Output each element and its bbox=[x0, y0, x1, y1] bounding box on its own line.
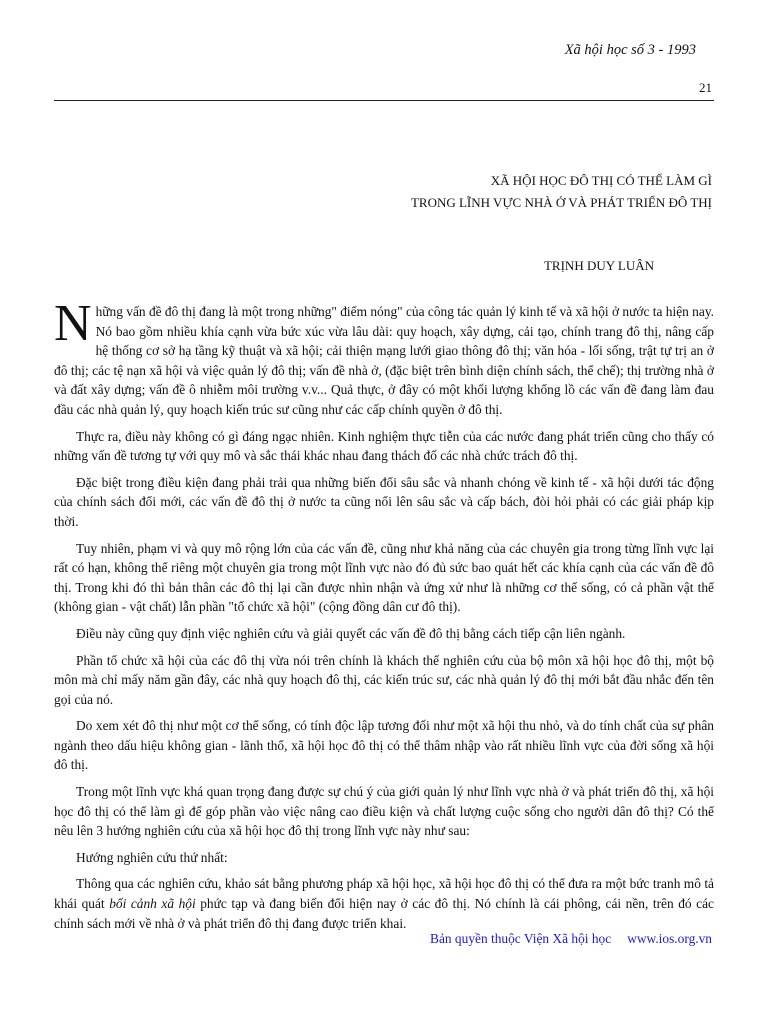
article-title bbox=[152, 170, 712, 214]
paragraph-5: Điều này cũng quy định việc nghiên cứu và giải quyết các vấn đề đô thị bằng cách tiếp cận liên ngành. bbox=[76, 625, 626, 641]
paragraph-10-text-a: Thông qua các nghiên cứu, khảo sát bằng phương pháp xã hội học, xã hội học đô thị có thể đưa ra một bức tranh mô tả khái quát bbox=[54, 876, 714, 912]
paragraph-10 bbox=[54, 874, 714, 933]
copyright-text: Bản quyền thuộc Viện Xã hội học bbox=[430, 931, 612, 946]
paragraph-1-text: hững vấn đề đô thị đang là một trong những" điểm nóng" của công tác quản lý kinh tế và xã hội ở nước ta hiện nay. Nó bao gồm nhiều khía cạnh vừa bức xúc vừa lâu dài: quy hoạch, xây dựng, cải tạo, chính trang đô thị, nâng cấp hệ thống cơ sở hạ tầng kỹ thuật và xã hội; cải thiện mạng lưới giao thông đô thị; văn hóa - lối sống, trật tự trị an ở đô thị; các tệ nạn xã hội và việc quản lý đô thị; vấn đề nhà ở, (đặc biệt trên bình diện chính sách, thể chế); thị trường nhà ở và đất xây dựng; vấn đề ô nhiễm môi trường v.v... Quả thực, ở đây có một khối lượng khổng lồ các vấn đề đang làm đau đầu các nhà quản lý, quy hoạch kiến trúc sư cũng như các cấp chính quyền ở đô thị. bbox=[54, 304, 714, 417]
title-line-1: XÃ HỘI HỌC ĐÔ THỊ CÓ THỂ LÀM GÌ bbox=[490, 173, 712, 188]
paragraph-9: Hướng nghiên cứu thứ nhất: bbox=[76, 849, 228, 865]
paragraph-10-text-b: phức tạp và đang biến đổi hiện nay ở các đô thị. Nó chính là cái phông, cái nền, trên đó các chính sách mới về nhà ở và phát triển đô thị đang được triển khai. bbox=[54, 896, 714, 931]
page-number: 21 bbox=[699, 80, 712, 95]
drop-cap: N bbox=[54, 295, 92, 352]
paragraph-4: Tuy nhiên, phạm vi và quy mô rộng lớn của các vấn đề, cũng như khả năng của các chuyên gia trong từng lĩnh vực lại rất có hạn, không thể riêng một chuyên gia trong một lĩnh vực nào đó đủ sức bao quát hết các khía cạnh của các vấn đề đô thị. Trong khi đó thì bản thân các đô thị lại cần được nhìn nhận và ứng xử như là những cơ thể sống, có cả phần vật thể (không gian - vật chất) lẫn phần "tổ chức xã hội" (cộng đồng dân cư đô thị). bbox=[54, 540, 714, 615]
author-name: TRỊNH DUY LUÂN bbox=[543, 258, 654, 273]
copyright-footer bbox=[430, 931, 712, 947]
paragraph-3: Đặc biệt trong điều kiện đang phải trải qua những biến đổi sâu sắc và nhanh chóng về kinh tế - xã hội dưới tác động của chính sách đổi mới, các vấn đề đô thị ở nước ta cũng nổi lên sâu sắc và cấp bách, đòi hỏi phải có các giải pháp kịp thời. bbox=[54, 474, 714, 529]
paragraph-7: Do xem xét đô thị như một cơ thể sống, có tính độc lập tương đối như một xã hội thu nhỏ, và do tính chất của sự phân ngành theo dấu hiệu không gian - lãnh thổ, xã hội học đô thị có thể thâm nhập vào rất nhiều lĩnh vực của đời sống xã hội đô thị. bbox=[54, 718, 714, 773]
paragraph-2: Thực ra, điều này không có gì đáng ngạc nhiên. Kinh nghiệm thực tiễn của các nước đang phát triển cũng cho thấy có những vấn đề tương tự với quy mô và sắc thái khác nhau đang thách đố các nhà chức trách đô thị. bbox=[54, 428, 714, 464]
paragraph-1 bbox=[54, 295, 714, 420]
journal-header: Xã hội học số 3 - 1993 bbox=[564, 42, 696, 58]
website-link[interactable]: www.ios.org.vn bbox=[627, 931, 712, 946]
header-rule bbox=[54, 100, 714, 101]
paragraph-8: Trong một lĩnh vực khá quan trọng đang được sự chú ý của giới quản lý như lĩnh vực nhà ở và phát triển đô thị, xã hội học đô thị có thể làm gì để góp phần vào việc nâng cao điều kiện và chất lượng cuộc sống cho người dân đô thị? Có thể nêu lên 3 hướng nghiên cứu của xã hội học đô thị trong lĩnh vực này như sau: bbox=[54, 784, 714, 839]
article-body bbox=[54, 295, 714, 940]
paragraph-6: Phần tổ chức xã hội của các đô thị vừa nói trên chính là khách thể nghiên cứu của bộ môn xã hội học đô thị, một bộ môn mà chỉ mấy năm gần đây, các nhà quy hoạch đô thị, các kiến trúc sư, các nhà quản lý đô thị mới bắt đầu nhắc đến tên gọi của nó. bbox=[54, 652, 714, 707]
title-line-2: TRONG LĨNH VỰC NHÀ Ở VÀ PHÁT TRIỂN ĐÔ THỊ bbox=[410, 195, 712, 210]
paragraph-10-emphasis: bối cảnh xã hội bbox=[109, 896, 196, 912]
